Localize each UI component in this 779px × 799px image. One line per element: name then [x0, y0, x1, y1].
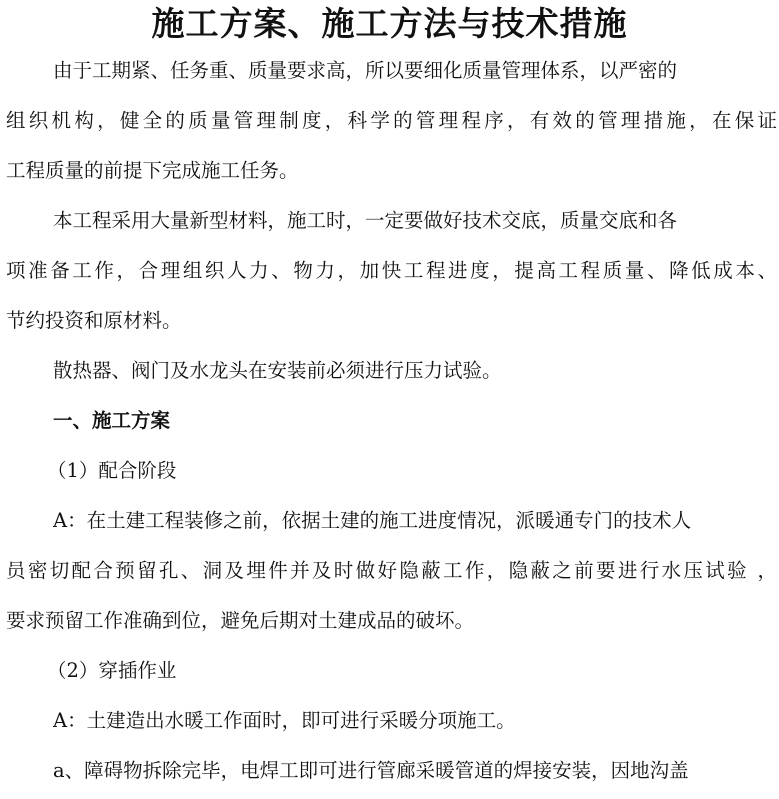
paragraph-1-line-3: 工程质量的前提下完成施工任务。 [6, 159, 299, 182]
subsection-heading-2: （2）穿插作业 [47, 659, 177, 682]
paragraph-1-line-1: 由于工期紧、任务重、质量要求高，所以要细化质量管理体系，以严密的 [53, 59, 678, 82]
paragraph-4-line-1: A：在土建工程装修之前，依据土建的施工进度情况，派暖通专门的技术人 [53, 509, 692, 532]
paragraph-2-line-2: 项准备工作，合理组织人力、物力，加快工程进度，提高工程质量、降低成本、 [6, 259, 777, 282]
paragraph-2-line-1: 本工程采用大量新型材料，施工时，一定要做好技术交底，质量交底和各 [53, 209, 678, 232]
paragraph-3: 散热器、阀门及水龙头在安装前必须进行压力试验。 [53, 359, 502, 382]
paragraph-4-line-2: 员密切配合预留孔、洞及埋件并及时做好隐蔽工作，隐蔽之前要进行水压试验 ， [6, 559, 777, 582]
section-heading: 一、施工方案 [53, 409, 171, 432]
paragraph-5: A：土建造出水暖工作面时，即可进行采暖分项施工。 [53, 709, 516, 732]
paragraph-2-line-3: 节约投资和原材料。 [6, 309, 182, 332]
paragraph-6-line-1: a、障碍物拆除完毕，电焊工即可进行管廊采暖管道的焊接安装，因地沟盖 [53, 759, 689, 782]
subsection-heading-1: （1）配合阶段 [47, 459, 177, 482]
paragraph-1-line-2: 组织机构，健全的质量管理制度，科学的管理程序，有效的管理措施，在保证 [6, 109, 777, 132]
document-title: 施工方案、施工方法与技术措施 [151, 4, 628, 43]
paragraph-4-line-3: 要求预留工作准确到位，避免后期对土建成品的破坏。 [6, 609, 475, 632]
